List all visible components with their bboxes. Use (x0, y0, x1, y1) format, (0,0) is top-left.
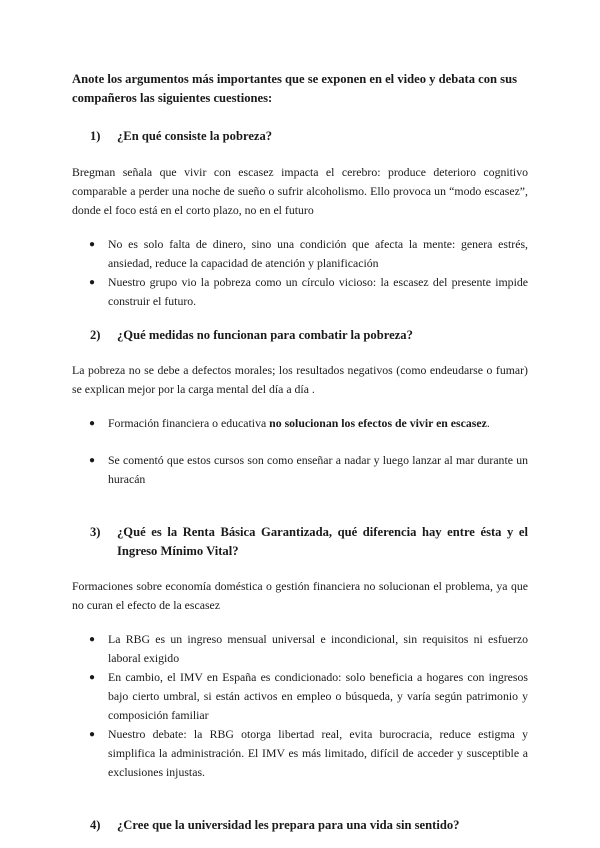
question-2-heading (72, 326, 528, 345)
intro-text: Anote los argumentos más importantes que se exponen en el video y debata con sus compañeros las siguientes cuestiones: (72, 72, 517, 105)
question-4-number: 4) (90, 818, 101, 832)
question-4-heading (72, 816, 528, 835)
list-item (72, 273, 528, 311)
bullet-icon: ● (89, 634, 96, 645)
list-item (72, 630, 528, 668)
bullet-icon: ● (89, 455, 96, 466)
question-3-title: ¿Qué es la Renta Básica Garantizada, qué diferencia hay entre ésta y el Ingreso Mínimo Vital? (117, 525, 528, 558)
question-3-heading (72, 523, 528, 561)
answer-1-list (72, 235, 528, 311)
list-item-text: Formación financiera o educativa (108, 416, 270, 430)
answer-1-paragraph: Bregman señala que vivir con escasez impacta el cerebro: produce deterioro cognitivo comparable a perder una noche de sueño o sufrir alcoholismo. Ello provoca un “modo escasez”, donde el foco está en el corto plazo, no en el futuro (72, 165, 528, 217)
bullet-icon: ● (89, 418, 96, 429)
answer-3-list (72, 630, 528, 782)
question-4-title: ¿Cree que la universidad les prepara para una vida sin sentido? (117, 818, 460, 832)
question-1-heading (72, 127, 528, 146)
answer-2-list (72, 414, 528, 489)
bullet-icon: ● (89, 672, 96, 683)
list-item-text: La RBG es un ingreso mensual universal e incondicional, sin requisitos ni esfuerzo laboral exigido (108, 632, 528, 665)
list-item-bold-text: no solucionan los efectos de vivir en escasez (269, 416, 487, 430)
list-item-text: Nuestro debate: la RBG otorga libertad real, evita burocracia, reduce estigma y simplifica la administración. El IMV es más limitado, difícil de acceder y susceptible a exclusiones injustas. (108, 727, 528, 779)
list-item (72, 725, 528, 782)
list-item (72, 451, 528, 489)
list-item (72, 235, 528, 273)
list-item (72, 414, 528, 433)
question-2-number: 2) (90, 328, 101, 342)
bullet-icon: ● (89, 729, 96, 740)
bullet-icon: ● (89, 239, 96, 250)
list-item (72, 668, 528, 725)
question-2-title: ¿Qué medidas no funcionan para combatir la pobreza? (117, 328, 413, 342)
question-1-title: ¿En qué consiste la pobreza? (117, 129, 273, 143)
answer-3-paragraph: Formaciones sobre economía doméstica o gestión financiera no solucionan el problema, ya que no curan el efecto de la escasez (72, 579, 528, 612)
question-1-number: 1) (90, 129, 101, 143)
document-page (72, 70, 528, 835)
list-item-text: No es solo falta de dinero, sino una condición que afecta la mente: genera estrés, ansiedad, reduce la capacidad de atención y planificación (108, 237, 528, 270)
list-item-text: Se comentó que estos cursos son como enseñar a nadar y luego lanzar al mar durante un huracán (108, 453, 528, 486)
list-item-text: Nuestro grupo vio la pobreza como un círculo vicioso: la escasez del presente impide construir el futuro. (108, 275, 528, 308)
list-item-text: En cambio, el IMV en España es condicionado: solo beneficia a hogares con ingresos bajo cierto umbral, si están activos en empleo o búsqueda, y varía según patrimonio y composición familiar (108, 670, 528, 722)
answer-2-paragraph: La pobreza no se debe a defectos morales; los resultados negativos (como endeudarse o fumar) se explican mejor por la carga mental del día a día . (72, 363, 528, 396)
bullet-icon: ● (89, 277, 96, 288)
list-item-end: . (486, 416, 490, 430)
question-3-number: 3) (90, 525, 101, 539)
